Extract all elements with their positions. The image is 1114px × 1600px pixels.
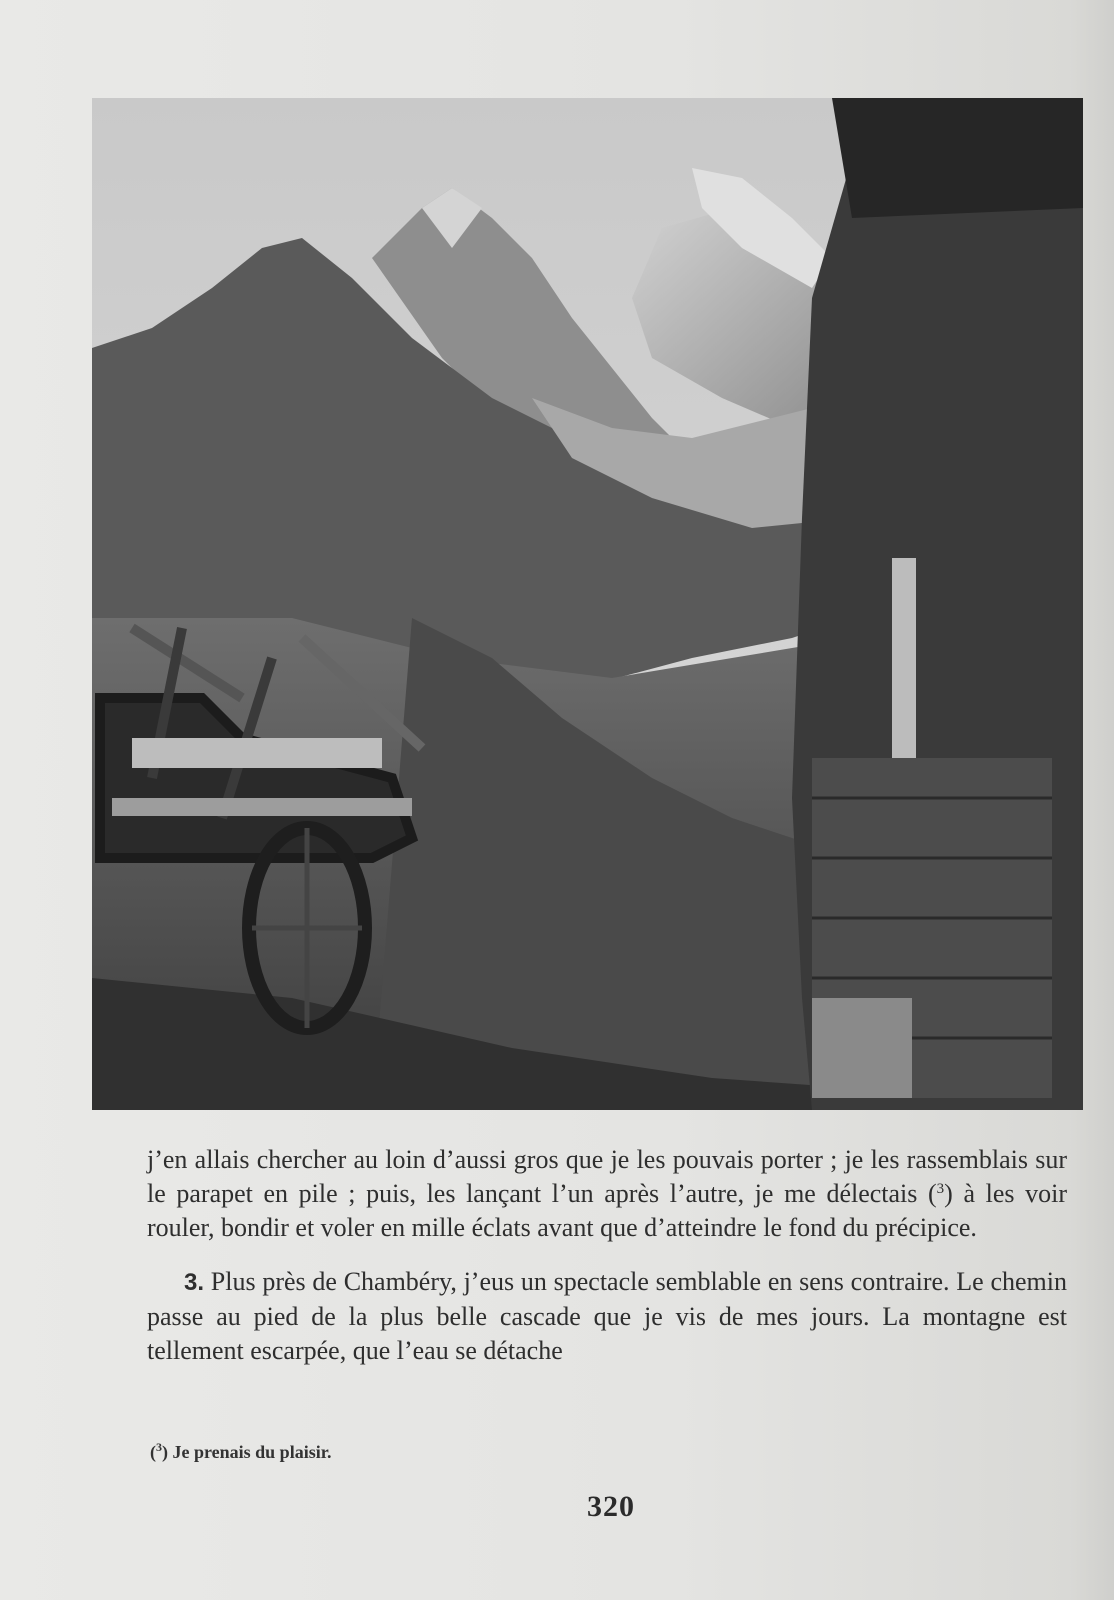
- paragraph-number: 3.: [184, 1269, 205, 1296]
- body-text: [147, 1143, 1067, 1368]
- footnote-reference: 3: [936, 1181, 945, 1197]
- footnote: [150, 1442, 332, 1463]
- paragraph-continued: [147, 1143, 1067, 1245]
- paragraph-text: j’en allais chercher au loin d’aussi gros que je les pouvais porter ; je les rassemblais sur le parapet en pile ; puis, les lançant l’un après l’autre, je me délectais (: [147, 1145, 1067, 1208]
- footnote-marker: 3: [156, 1440, 162, 1454]
- mountain-photograph: [92, 98, 1083, 1110]
- chalet: [792, 98, 1083, 1110]
- mountain-scene-illustration: [92, 98, 1083, 1110]
- footnote-text: ) Je prenais du plaisir.: [162, 1442, 332, 1462]
- footnote-open-paren: (: [150, 1442, 156, 1462]
- paragraph-text: ) à les voir rouler, bondir et voler en mille éclats avant que d’atteindre le fond du précipice.: [147, 1179, 1067, 1242]
- paragraph-text: Plus près de Chambéry, j’eus un spectacle semblable en sens contraire. Le chemin passe au pied de la plus belle cascade que je vis de mes jours. La montagne est tellement escarpée, que l’eau se détache: [147, 1267, 1067, 1365]
- paragraph-3: [147, 1265, 1067, 1368]
- page-number: 320: [587, 1490, 635, 1523]
